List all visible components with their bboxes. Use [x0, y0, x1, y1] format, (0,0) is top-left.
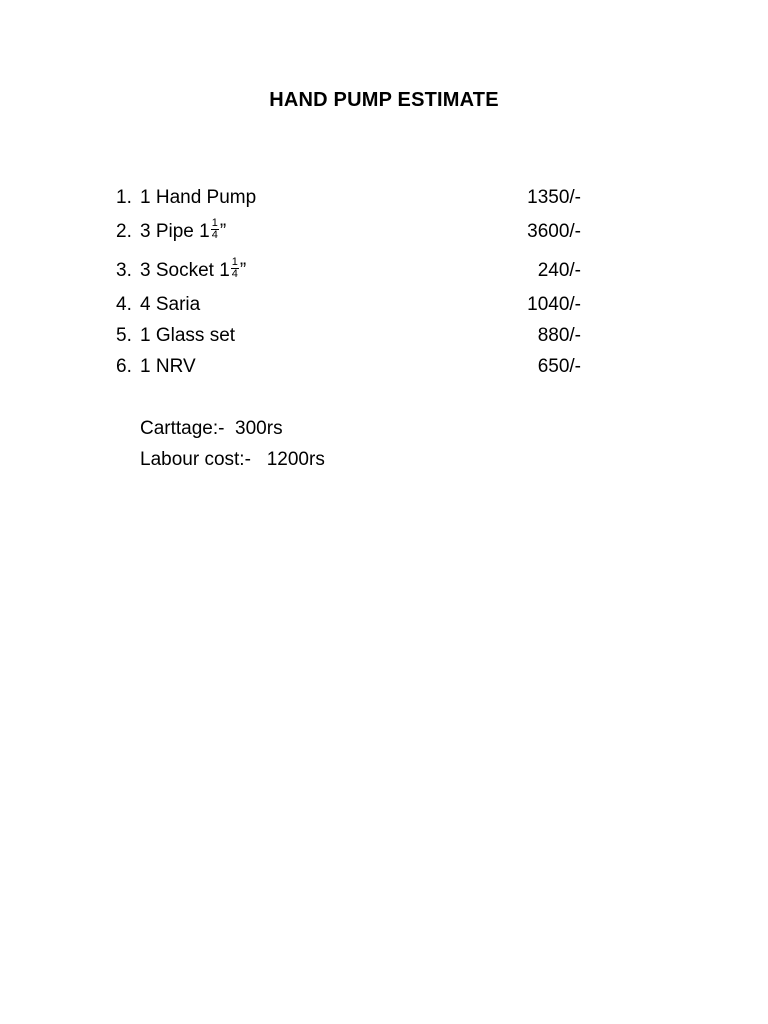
estimate-item-glass-set [116, 323, 581, 349]
item-price: 880/- [537, 325, 581, 346]
carttage-cost: Carttage:- 300rs [140, 418, 283, 439]
fraction-numerator: 1 [231, 256, 238, 269]
item-number: 3. [116, 260, 132, 281]
inch-mark: ” [219, 221, 227, 242]
item-description: 1 Hand Pump [140, 187, 257, 208]
labour-cost: Labour cost:- 1200rs [140, 449, 325, 470]
item-number: 6. [116, 356, 132, 377]
item-description: 4 Saria [140, 294, 201, 315]
fraction-numerator: 1 [211, 217, 218, 230]
item-price: 3600/- [527, 221, 581, 242]
item-description [140, 219, 226, 245]
item-number: 1. [116, 187, 132, 208]
estimate-item-saria [116, 292, 581, 318]
estimate-item-hand-pump [116, 185, 581, 211]
inch-mark: ” [239, 260, 247, 281]
item-price: 1350/- [527, 187, 581, 208]
fraction [211, 218, 219, 241]
item-description-text: 3 Pipe 1 [140, 221, 210, 242]
fraction-denominator: 4 [211, 229, 218, 242]
fraction-denominator: 4 [231, 268, 238, 281]
item-description: 1 NRV [140, 356, 196, 377]
item-number: 4. [116, 294, 132, 315]
fraction [231, 257, 239, 280]
item-number: 5. [116, 325, 132, 346]
item-price: 240/- [537, 260, 581, 281]
estimate-item-socket [116, 258, 581, 284]
document-title: HAND PUMP ESTIMATE [269, 89, 499, 111]
item-number: 2. [116, 221, 132, 242]
estimate-item-pipe [116, 219, 581, 245]
item-description-text: 3 Socket 1 [140, 260, 230, 281]
item-price: 650/- [537, 356, 581, 377]
estimate-item-nrv [116, 354, 581, 380]
item-price: 1040/- [527, 294, 581, 315]
item-description [140, 258, 246, 284]
item-description: 1 Glass set [140, 325, 236, 346]
